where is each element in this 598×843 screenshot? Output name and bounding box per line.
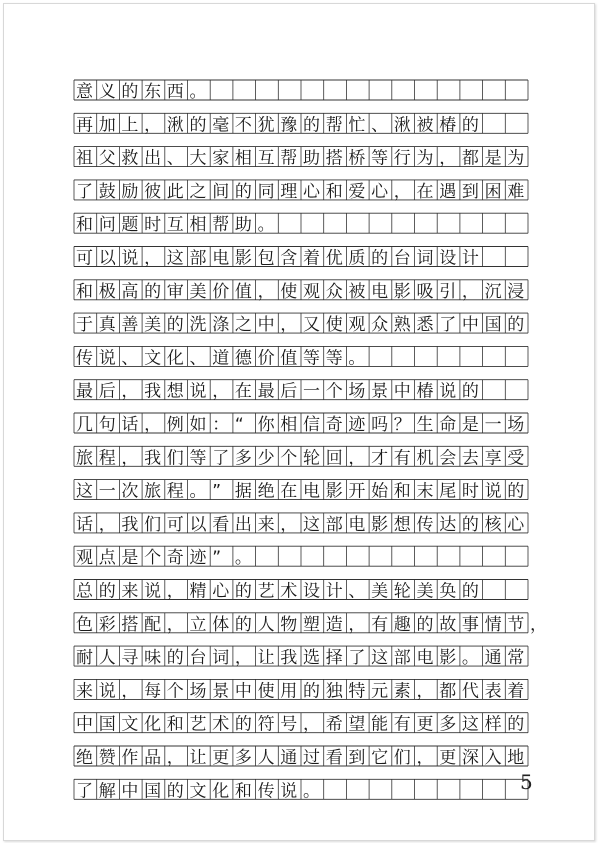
text-line: 了解中国的文化和传说。 (76, 781, 320, 802)
text-line: 意义的东西。 (76, 82, 207, 102)
text-line: 旅程，我们等了多少个轮回，才有机会去享受 (76, 448, 525, 469)
grid-row (74, 513, 528, 535)
text-line: 来说，每个场景中使用的独特元素，都代表着 (76, 681, 525, 702)
text-line: 几句话，例如：“你相信奇迹吗？生命是一场 (76, 415, 525, 435)
grid-row (74, 280, 528, 302)
text-line: 再加上，湫的毫不犹豫的帮忙、湫被椿的 (76, 115, 479, 136)
page-number: 5 (520, 770, 533, 794)
grid-row (74, 646, 528, 668)
text-line: 可以说，这部电影包含着优质的台词设计 (76, 248, 479, 269)
grid-row (74, 779, 528, 801)
grid-row (74, 546, 528, 568)
grid-row (74, 613, 547, 635)
grid-row (74, 413, 528, 435)
grid-row (74, 313, 528, 335)
grid-row (74, 80, 528, 102)
text-line: 耐人寻味的台词，让我选择了这部电影。通常 (76, 648, 525, 669)
text-line: 和极高的审美价值，使观众被电影吸引，沉浸 (76, 281, 525, 302)
grid-row (74, 113, 528, 135)
text-line: 总的来说，精心的艺术设计、美轮美奂的 (76, 581, 479, 602)
text-line: 话，我们可以看出来，这部电影想传达的核心 (76, 514, 525, 535)
grid-row (74, 247, 528, 269)
text-line: 和问题时互相帮助。 (76, 215, 275, 236)
grid-row (74, 713, 528, 735)
text-line: 了鼓励彼此之间的同理心和爱心，在遇到困难 (76, 181, 525, 202)
grid-row (74, 446, 528, 468)
text-line: 中国文化和艺术的符号，希望能有更多这样的 (76, 714, 525, 735)
text-line: 绝赞作品，让更多人通过看到它们，更深入地 (76, 748, 525, 768)
grid-row (74, 180, 528, 202)
grid-row (74, 147, 528, 169)
text-line: 色彩搭配，立体的人物塑造，有趣的故事情节， (76, 614, 547, 635)
grid-row (74, 346, 528, 368)
grid-row (74, 380, 528, 402)
text-line: 传说、文化、道德价值等等。 (76, 348, 366, 369)
grid-row (74, 480, 528, 502)
grid-row (74, 746, 528, 768)
grid-row (74, 580, 528, 602)
text-line: 最后，我想说，在最后一个场景中椿说的 (76, 381, 479, 402)
grid-row (74, 213, 528, 235)
text-line: 观点是个奇迹”。 (76, 548, 252, 569)
text-line: 这一次旅程。”据绝在电影开始和末尾时说的 (76, 481, 525, 502)
text-line: 于真善美的洗涤之中，又使观众熟悉了中国的 (76, 315, 525, 336)
text-line: 祖父救出、大家相互帮助搭桥等行为，都是为 (76, 148, 525, 169)
grid-row (74, 679, 528, 701)
